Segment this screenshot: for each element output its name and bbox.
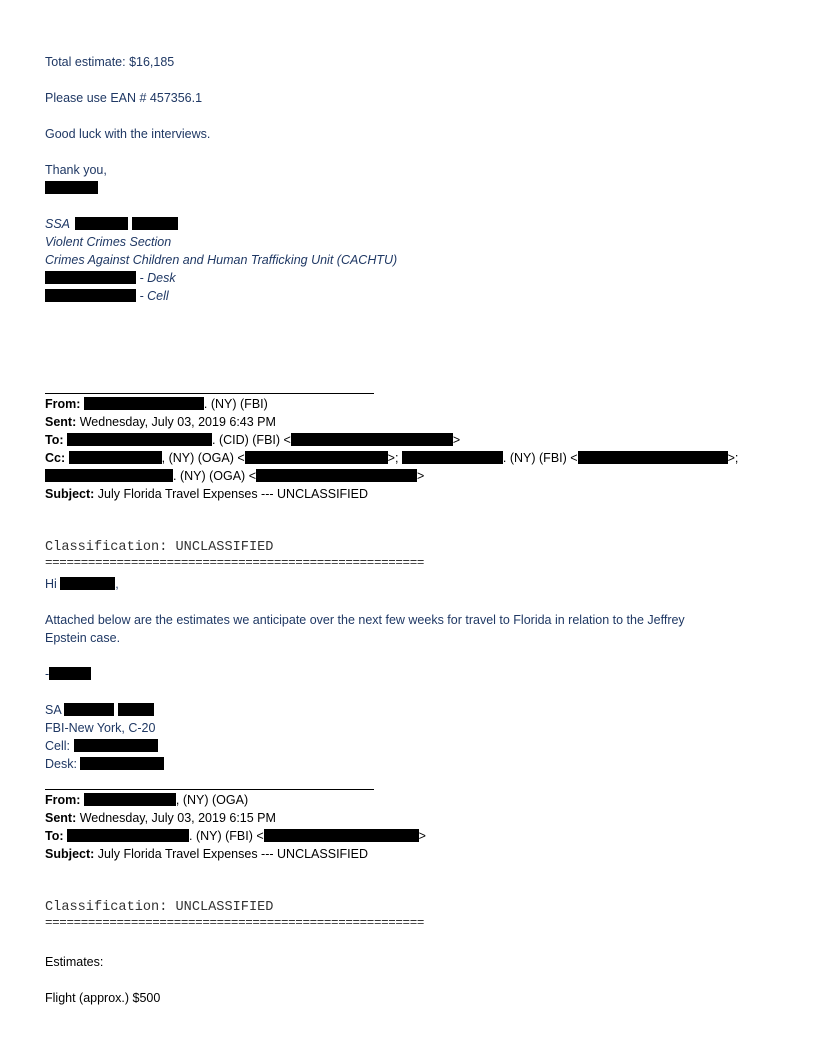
sender-office: FBI-New York, C-20 bbox=[45, 721, 156, 735]
cell-label-2: Cell: bbox=[45, 739, 71, 753]
classification-banner: Classification: UNCLASSIFIED bbox=[45, 540, 274, 555]
thank-you-line: Thank you, bbox=[45, 163, 107, 177]
body-line-2: Epstein case. bbox=[45, 631, 121, 645]
signature-desk bbox=[45, 270, 176, 287]
signature-cell bbox=[45, 288, 169, 305]
header-to bbox=[45, 432, 460, 449]
subject-label-3: Subject: bbox=[45, 847, 95, 861]
to-label-3: To: bbox=[45, 829, 64, 843]
sig-prefix: SSA bbox=[45, 217, 70, 231]
body-line-1: Attached below are the estimates we anticipate over the next few weeks for travel to Florida in relation to the Jeffrey bbox=[45, 613, 685, 627]
header-divider-2 bbox=[45, 789, 374, 790]
sender-cell bbox=[45, 738, 158, 755]
signature-title bbox=[45, 216, 178, 233]
redacted-signature-name bbox=[45, 180, 98, 197]
greeting bbox=[45, 576, 119, 593]
cc-value-3: . (NY) (OGA) < bbox=[173, 469, 256, 483]
subject-value: July Florida Travel Expenses --- UNCLASSIFIED bbox=[97, 487, 369, 501]
cc-sep-2: >; bbox=[727, 451, 739, 465]
sa-label: SA bbox=[45, 703, 61, 717]
flight-estimate: Flight (approx.) $500 bbox=[45, 991, 161, 1005]
total-estimate: Total estimate: $16,185 bbox=[45, 55, 175, 69]
from-label-3: From: bbox=[45, 793, 81, 807]
sent-label-3: Sent: bbox=[45, 811, 77, 825]
to-end: > bbox=[452, 433, 461, 447]
signoff bbox=[45, 666, 91, 683]
sent-value-3: Wednesday, July 03, 2019 6:15 PM bbox=[79, 811, 276, 825]
from-label: From: bbox=[45, 397, 81, 411]
greeting-comma: , bbox=[115, 577, 119, 591]
header-cc-continued bbox=[45, 468, 424, 485]
estimates-heading: Estimates: bbox=[45, 955, 104, 969]
header-divider bbox=[45, 393, 374, 394]
signature-section: Violent Crimes Section bbox=[45, 235, 172, 249]
header3-from bbox=[45, 792, 248, 809]
classification-rule-2: ===================================================== bbox=[45, 916, 425, 930]
header-subject bbox=[45, 486, 368, 503]
desk-label: - Desk bbox=[139, 271, 176, 285]
from-value: . (NY) (FBI) bbox=[203, 397, 268, 411]
header-cc bbox=[45, 450, 738, 467]
signature-unit: Crimes Against Children and Human Trafficking Unit (CACHTU) bbox=[45, 253, 398, 267]
to-value-3: . (NY) (FBI) < bbox=[189, 829, 264, 843]
to-value: . (CID) (FBI) < bbox=[212, 433, 291, 447]
cc-end: > bbox=[417, 469, 425, 483]
desk-label-2: Desk: bbox=[45, 757, 77, 771]
subject-value-3: July Florida Travel Expenses --- UNCLASSIFIED bbox=[97, 847, 369, 861]
sender-title bbox=[45, 702, 154, 719]
header-sent bbox=[45, 414, 276, 431]
from-value-3: , (NY) (OGA) bbox=[175, 793, 249, 807]
classification-banner-2: Classification: UNCLASSIFIED bbox=[45, 900, 274, 915]
cc-value-2: . (NY) (FBI) < bbox=[502, 451, 578, 465]
header-from bbox=[45, 396, 268, 413]
cell-label: - Cell bbox=[139, 289, 169, 303]
to-end-3: > bbox=[418, 829, 426, 843]
cc-value-1: , (NY) (OGA) < bbox=[161, 451, 245, 465]
header3-to bbox=[45, 828, 426, 845]
sender-desk bbox=[45, 756, 164, 773]
cc-sep-1: >; bbox=[387, 451, 399, 465]
good-luck-line: Good luck with the interviews. bbox=[45, 127, 211, 141]
cc-label: Cc: bbox=[45, 451, 66, 465]
signoff-dash: - bbox=[45, 667, 50, 681]
ean-line: Please use EAN # 457356.1 bbox=[45, 91, 203, 105]
classification-rule: ===================================================== bbox=[45, 556, 425, 570]
header3-sent bbox=[45, 810, 276, 827]
subject-label: Subject: bbox=[45, 487, 95, 501]
header3-subject bbox=[45, 846, 368, 863]
sent-value: Wednesday, July 03, 2019 6:43 PM bbox=[79, 415, 276, 429]
greeting-hi: Hi bbox=[45, 577, 57, 591]
to-label: To: bbox=[45, 433, 64, 447]
sent-label: Sent: bbox=[45, 415, 77, 429]
